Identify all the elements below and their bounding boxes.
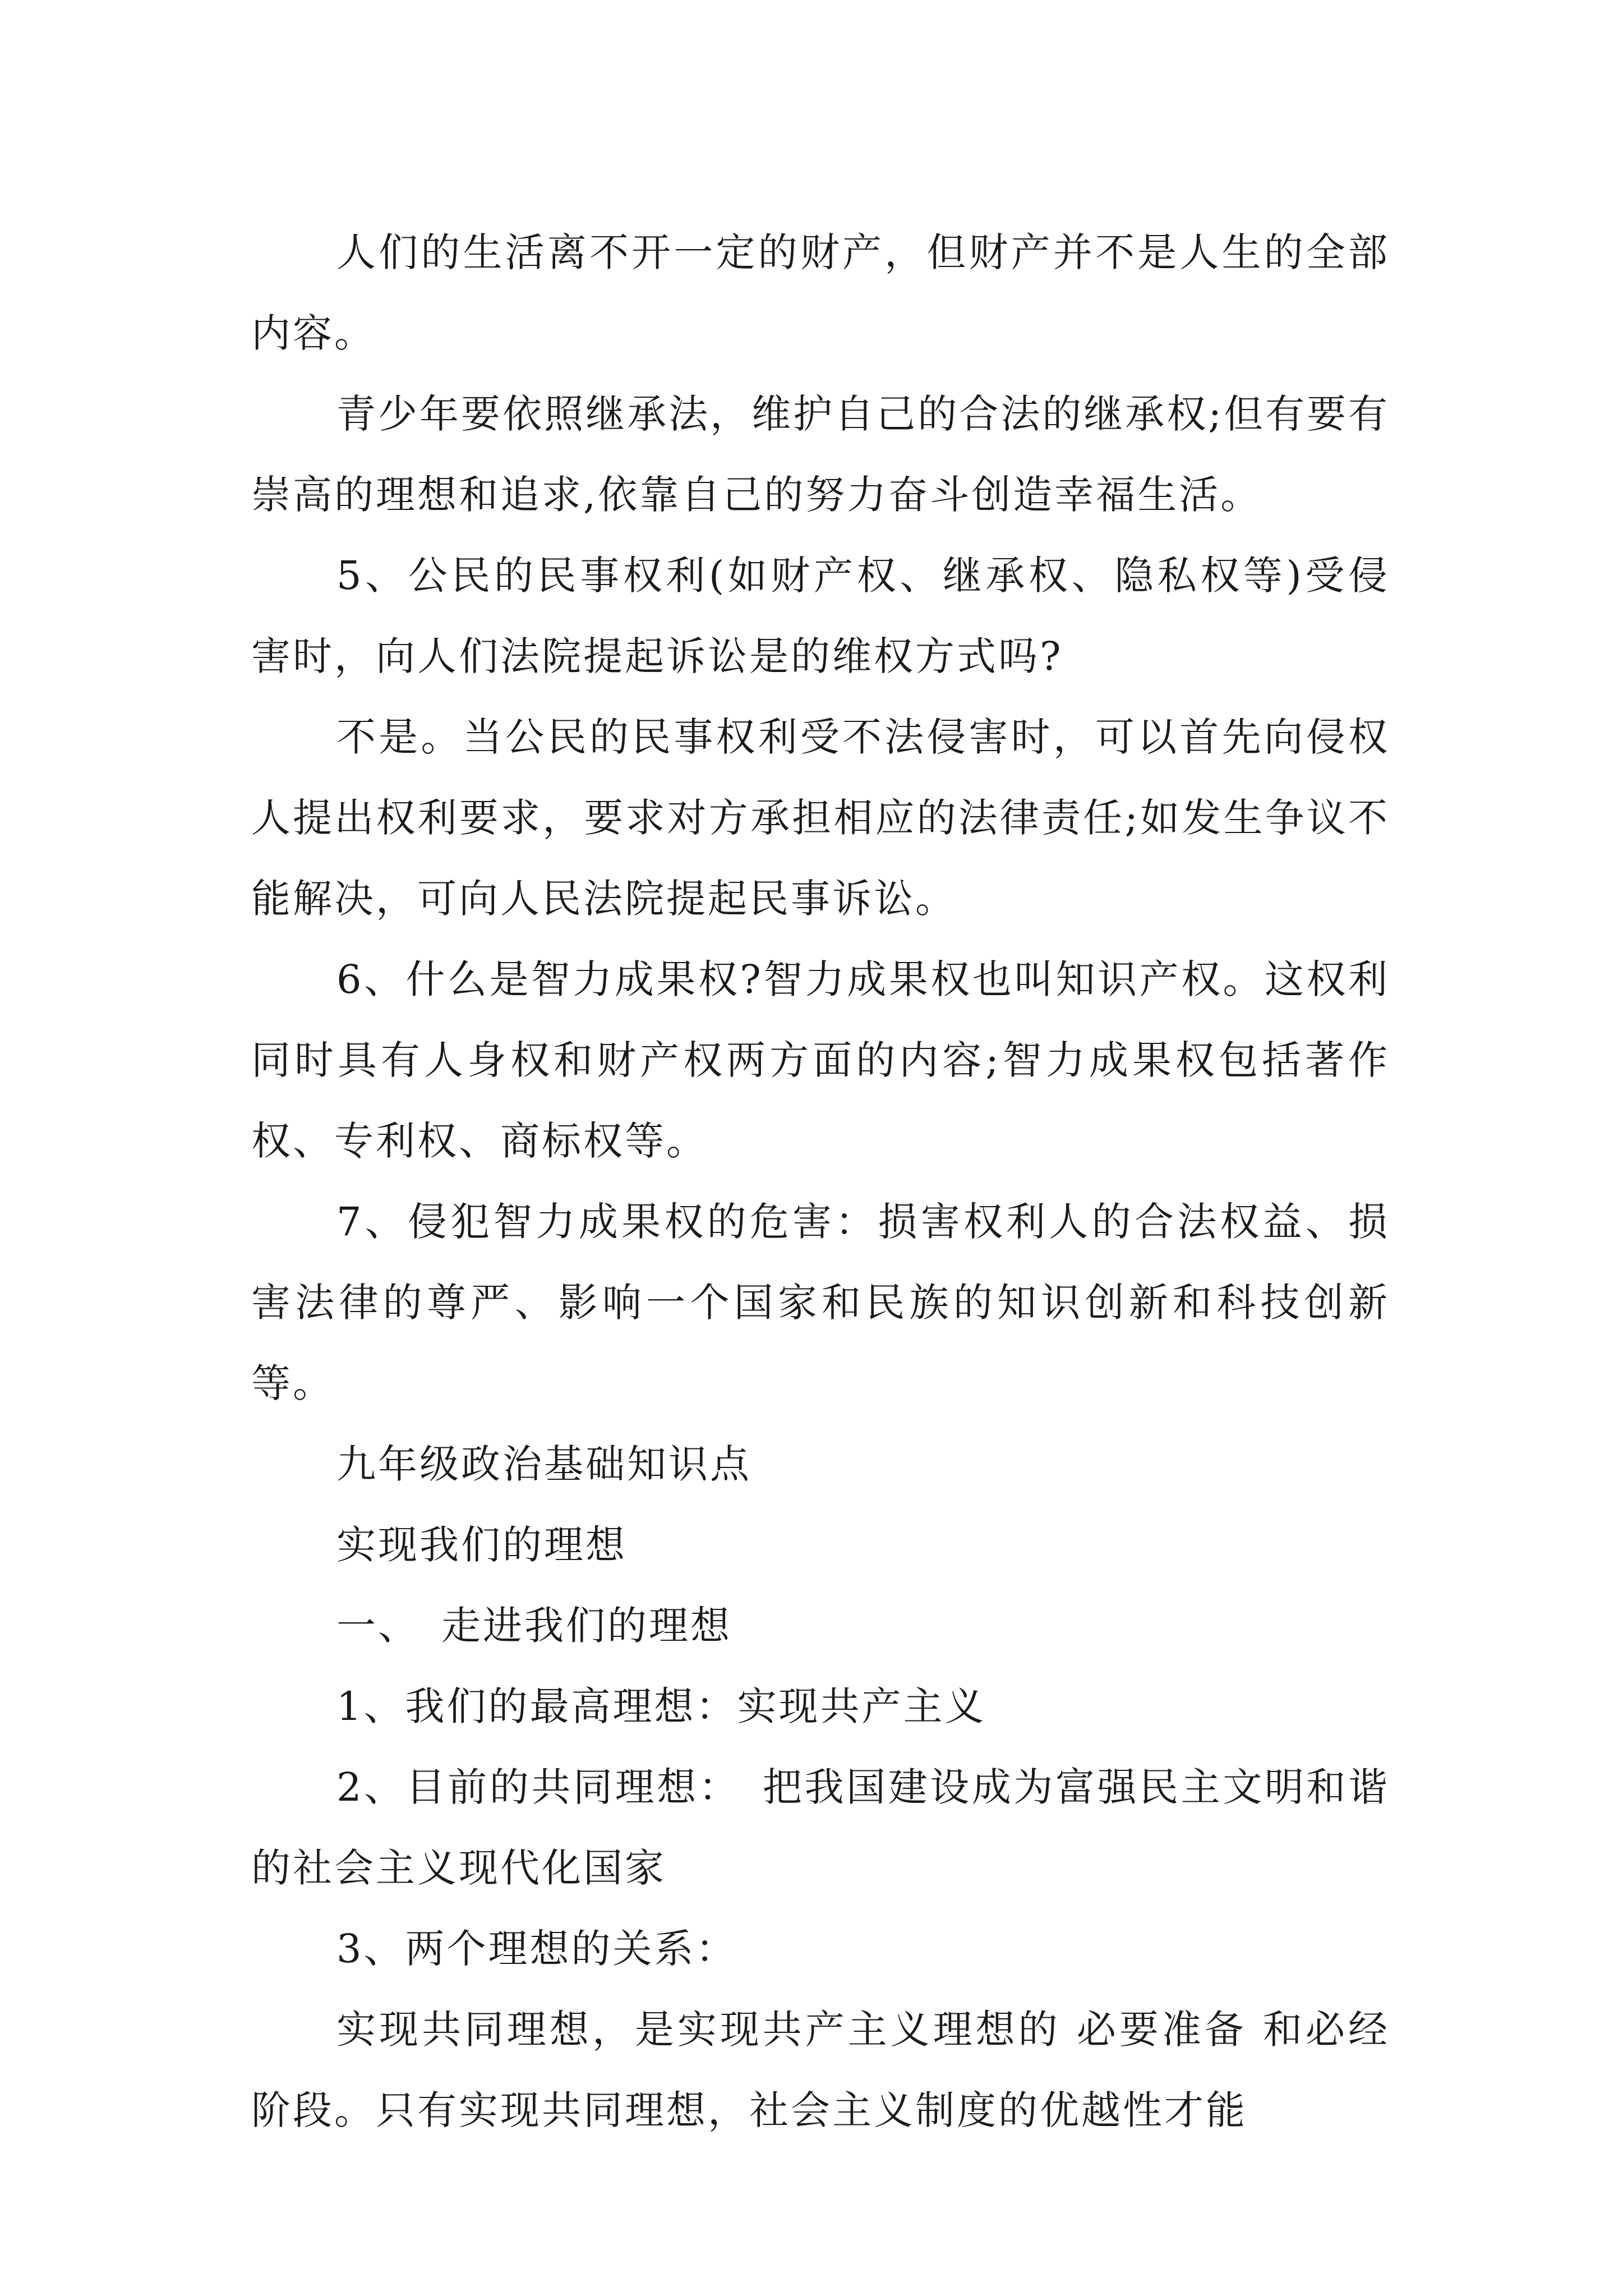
paragraph-ideal-relation: 实现共同理想，是实现共产主义理想的 必要准备 和必经阶段。只有实现共同理想，社会主义制度的优越性才能 [251,2007,1390,2133]
paragraph-item-6: 6、什么是智力成果权?智力成果权也叫知识产权。这权利同时具有人身权和财产权两方面的内容;智力成果权包括著作权、专利权、商标权等。 [251,956,1390,1164]
paragraph-answer-5: 不是。当公民的民事权利受不法侵害时，可以首先向侵权人提出权利要求，要求对方承担相应的法律责任;如发生争议不能解决，可向人民法院提起民事诉讼。 [251,714,1390,922]
list-item-1: 1、我们的最高理想：实现共产主义 [336,1683,986,1729]
list-item-2: 2、目前的共同理想： 把我国建设成为富强民主文明和谐的社会主义现代化国家 [251,1764,1390,1891]
section-heading-ideals: 实现我们的理想 [336,1522,627,1568]
paragraph-item-7: 7、侵犯智力成果权的危害：损害权利人的合法权益、损害法律的尊严、影响一个国家和民族的知识创新和科技创新等。 [251,1199,1390,1406]
paragraph-question-5: 5、公民的民事权利(如财产权、继承权、隐私权等)受侵害时，向人们法院提起诉讼是的维权方式吗? [251,553,1390,679]
paragraph-inheritance-rights: 青少年要依照继承法，维护自己的合法的继承权;但有要有崇高的理想和追求,依靠自己的努力奋斗创造幸福生活。 [251,391,1390,518]
document-body [251,212,1390,2151]
subheading-part-one: 一、 走进我们的理想 [336,1603,732,1649]
list-item-3: 3、两个理想的关系： [336,1926,737,1972]
paragraph-property-life: 人们的生活离不开一定的财产，但财产并不是人生的全部内容。 [251,229,1390,356]
section-heading-grade9: 九年级政治基础知识点 [336,1441,751,1487]
